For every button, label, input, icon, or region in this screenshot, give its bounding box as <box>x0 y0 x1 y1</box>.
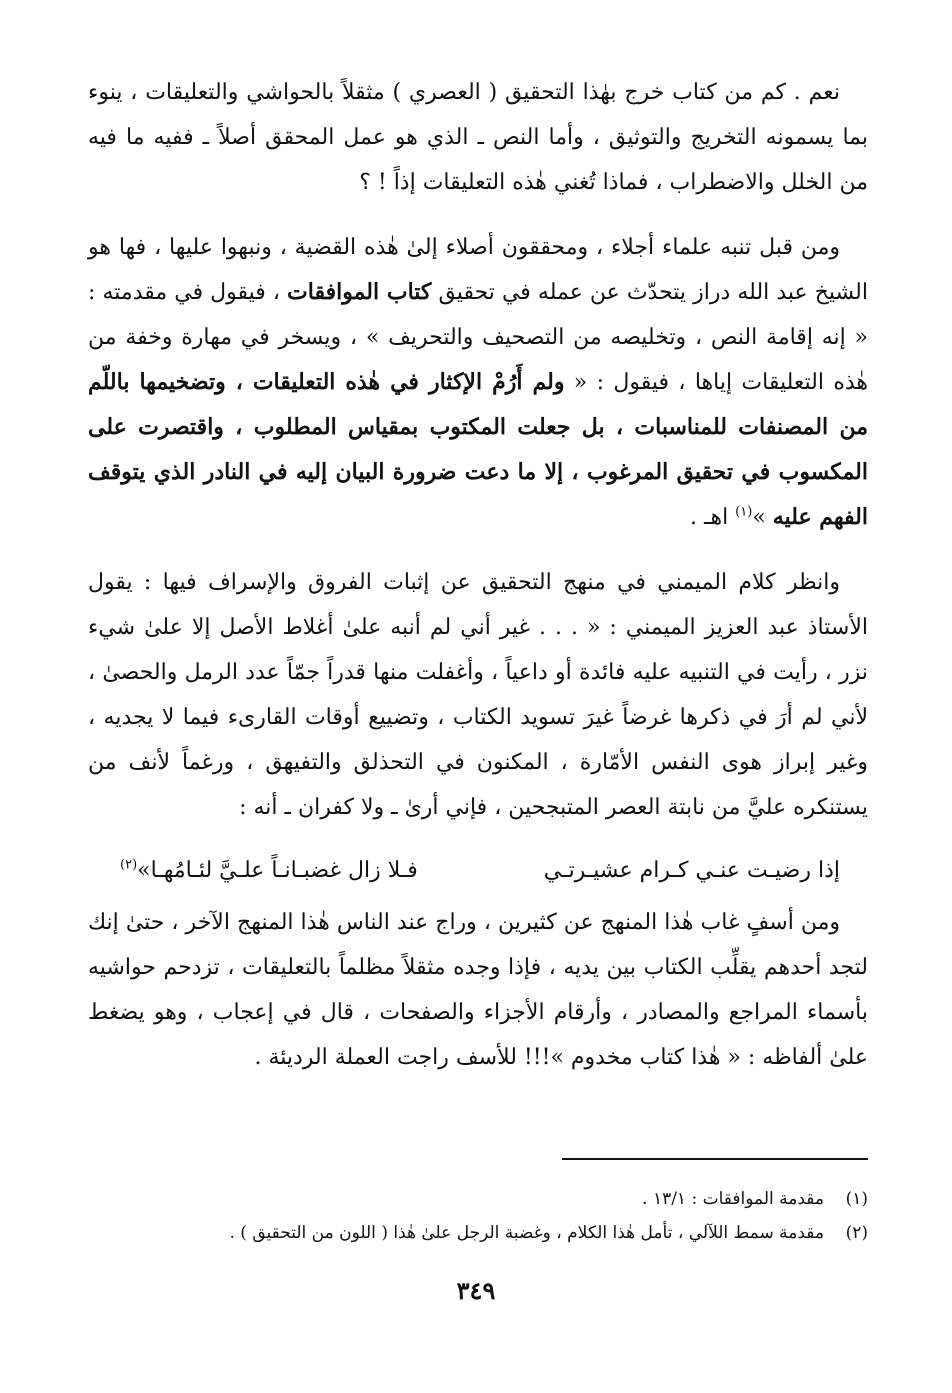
verse-second-hemistich <box>120 848 418 894</box>
verse-first-hemistich: إذا رضيـت عنـي كـرام عشيـرتـي <box>543 858 840 883</box>
footnote-marker-2: (٢) <box>120 857 138 873</box>
footnote-2-text: مقدمة سمط اللآلي ، تأمل هٰذا الكلام ، وغضبة الرجل علىٰ هٰذا ( اللون من التحقيق ) . <box>229 1223 824 1243</box>
paragraph-2-part-d: اهـ . <box>690 505 736 530</box>
paragraph-2 <box>88 225 868 540</box>
verse-second-hemistich-text: فـلا زال غضبـانـاً علـيَّ لئـامُهـا» <box>137 858 418 883</box>
paragraph-1-text: نعم . كم من كتاب خرج بهٰذا التحقيق ( العصري ) مثقلاً بالحواشي والتعليقات ، ينوء بما يسمونه التخريج والتوثيق ، وأما النص ـ الذي هو عمل المحقق أصلاً ـ ففيه ما فيه من الخلل والاضطراب ، فماذا تُغني هٰذه التعليقات إذاً ! ؟ <box>88 80 868 195</box>
footnote-2 <box>88 1216 868 1250</box>
footnote-1 <box>88 1182 868 1216</box>
page-number: ٣٤٩ <box>456 1276 496 1305</box>
paragraph-4 <box>88 900 868 1080</box>
footnote-2-number: (٢) <box>845 1223 868 1243</box>
paragraph-3-text: وانظر كلام الميمني في منهج التحقيق عن إثبات الفروق والإسراف فيها : يقول الأستاذ عبد العزيز الميمني : « . . . غير أني لم أنبه علىٰ أغلاط الأصل إلا علىٰ شيء نزر ، رأيت في التنبيه عليه فائدة أو داعياً ، وأغفلت منها قدراً جمّاً عدد الرمل والحصىٰ ، لأني لم أرَ في ذكرها غرضاً غيرَ تسويد الكتاب ، وتضييع أوقات القارىء فيما لا يجديه ، وغير إبراز هوى النفس الأمّارة ، المكنون في التحذلق والتفيهق ، ورغماً لأنف من يستنكره عليَّ من نابتة العصر المتبجحين ، فإني أرىٰ ـ ولا كفران ـ أنه : <box>88 570 868 820</box>
poetry-verse <box>120 848 840 894</box>
footnote-marker-1: (١) <box>735 504 753 520</box>
footnote-separator <box>562 1158 868 1160</box>
footnotes <box>88 1182 868 1250</box>
paragraph-2-text <box>88 225 868 540</box>
quoted-emphasis: ولم أَرُمْ الإكثار في هٰذه التعليقات ، وتضخيمها باللّم من المصنفات للمناسبات ، بل جعلت المكتوب بمقياس المطلوب ، واقتصرت على المكسوب في تحقيق المرغوب ، إلا ما دعت ضرورة البيان إليه في النادر الذي يتوقف الفهم عليه <box>88 369 868 530</box>
paragraph-3 <box>88 560 868 830</box>
paragraph-2-part-b: ، فيقول في مقدمته : « إنه إقامة النص ، وتخليصه من التصحيف والتحريف » ، ويسخر في مهارة وخفة من هٰذه التعليقات إياها ، فيقول : « <box>88 280 869 395</box>
book-title-emphasis: كتاب الموافقات <box>287 279 432 305</box>
footnote-1-text: مقدمة الموافقات : ١٣/١ . <box>642 1189 824 1209</box>
paragraph-4-text: ومن أسفٍ غاب هٰذا المنهج عن كثيرين ، وراج عند الناس هٰذا المنهج الآخر ، حتىٰ إنك لتجد أحدهم يقلِّب الكتاب بين يديه ، فإذا وجده مثقلاً مظلماً بالتعليقات ، تزدحم حواشيه بأسماء المراجع والمصادر ، وأرقام الأجزاء والصفحات ، قال في إعجاب ، وهو يضغط علىٰ ألفاظه : « هٰذا كتاب مخدوم »!!! للأسف راجت العملة الرديئة . <box>88 910 868 1070</box>
footnote-1-number: (١) <box>845 1189 868 1209</box>
paragraph-2-part-c: » <box>752 505 773 530</box>
paragraph-1 <box>88 70 868 205</box>
paragraph-2-part-a: ومن قبل تنبه علماء أجلاء ، ومحققون أصلاء إلىٰ هٰذه القضية ، ونبهوا عليها ، فها هو الشيخ عبد الله دراز يتحدّث عن عمله في تحقيق <box>88 235 868 305</box>
